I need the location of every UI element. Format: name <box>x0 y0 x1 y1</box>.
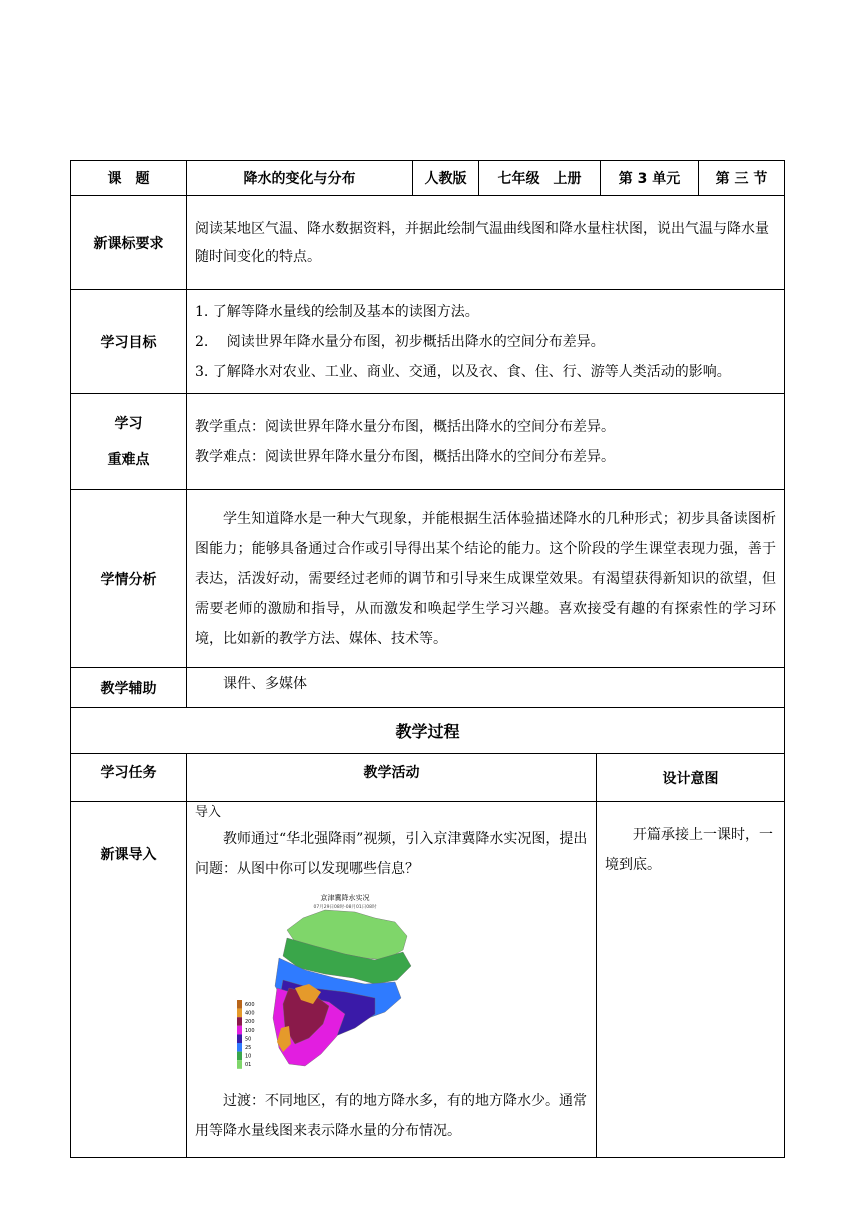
legend-label: 50 <box>245 1036 252 1043</box>
standard-text: 阅读某地区气温、降水数据资料，并据此绘制气温曲线图和降水量柱状图，说出气温与降水量随时间变化的特点。 <box>187 196 785 290</box>
analysis-label: 学情分析 <box>71 490 187 668</box>
intro-activity <box>187 802 597 1158</box>
legend-label: 10 <box>245 1053 252 1060</box>
intro-task: 新课导入 <box>71 802 187 1158</box>
col-activity-header: 教学活动 <box>187 754 597 802</box>
objective-item: 2. 阅读世界年降水量分布图，初步概括出降水的空间分布差异。 <box>195 333 605 350</box>
objective-item: 3. 了解降水对农业、工业、商业、交通，以及衣、食、住、行、游等人类活动的影响。 <box>195 363 731 380</box>
legend-swatch <box>237 1000 242 1009</box>
lesson-plan <box>70 160 784 1158</box>
col-intent-header: 设计意图 <box>597 754 785 802</box>
legend-swatch <box>237 1060 242 1069</box>
intro-intent: 开篇承接上一课时，一境到底。 <box>597 802 785 1158</box>
lesson-title: 降水的变化与分布 <box>187 161 413 196</box>
legend-label: 600 <box>245 1002 255 1008</box>
legend-label: 01 <box>245 1062 252 1069</box>
keypoints-label <box>71 394 187 490</box>
keypoints-label-line2: 重难点 <box>107 451 150 468</box>
keypoints-content <box>187 394 785 490</box>
publisher: 人教版 <box>413 161 479 196</box>
analysis-text: 学生知道降水是一种大气现象，并能根据生活体验描述降水的几种形式；初步具备读图析图能力；能够具备通过合作或引导得出某个结论的能力。这个阶段的学生课堂表现力强，善于表达，活泼好动，需要经过老师的调节和引导来生成课堂效果。有渴望获得新知识的欲望，但需要老师的激励和指导，从而激发和唤起学生学习兴趣。喜欢接受有趣的有探索性的学习环境，比如新的教学方法、媒体、技术等。 <box>187 490 785 668</box>
lesson-plan-table <box>70 160 785 754</box>
key-difficulty: 教学难点：阅读世界年降水量分布图，概括出降水的空间分布差异。 <box>195 448 615 465</box>
section: 第 三 节 <box>699 161 785 196</box>
precipitation-map-image <box>225 888 435 1078</box>
process-table <box>70 753 785 1158</box>
aids-row <box>71 668 785 708</box>
aids-label: 教学辅助 <box>71 668 187 708</box>
objectives-label: 学习目标 <box>71 290 187 394</box>
intro-heading: 导入 <box>195 805 222 820</box>
precipitation-map <box>225 888 435 1078</box>
legend-swatch <box>237 1026 242 1035</box>
unit: 第 3 单元 <box>601 161 699 196</box>
standard-row <box>71 196 785 290</box>
standard-label: 新课标要求 <box>71 196 187 290</box>
process-title: 教学过程 <box>71 708 785 754</box>
legend-swatch <box>237 1043 242 1052</box>
legend-swatch <box>237 1052 242 1061</box>
intro-row <box>71 802 785 1158</box>
course-label: 课 题 <box>71 161 187 196</box>
key-focus: 教学重点：阅读世界年降水量分布图，概括出降水的空间分布差异。 <box>195 418 615 435</box>
col-task-header: 学习任务 <box>71 754 187 802</box>
map-subtitle: 07月29日08时-08月01日08时 <box>313 905 377 910</box>
legend-label: 25 <box>245 1045 252 1051</box>
legend-swatch <box>237 1034 242 1043</box>
objectives-row <box>71 290 785 394</box>
aids-text: 课件、多媒体 <box>187 668 785 708</box>
keypoints-label-line1: 学习 <box>114 415 143 432</box>
process-header-row <box>71 754 785 802</box>
grade: 七年级 上册 <box>479 161 601 196</box>
intro-para1: 教师通过“华北强降雨”视频，引入京津冀降水实况图，提出问题：从图中你可以发现哪些信息？ <box>195 831 588 877</box>
map-title: 京津冀降水实况 <box>320 894 370 902</box>
legend-swatch <box>237 1017 242 1026</box>
intro-para2: 过渡：不同地区，有的地方降水多，有的地方降水少。通常用等降水量线图来表示降水量的分布情况。 <box>195 1093 587 1139</box>
legend-label: 100 <box>245 1027 255 1034</box>
process-title-row <box>71 708 785 754</box>
objective-item: 1. 了解等降水量线的绘制及基本的读图方法。 <box>195 303 479 320</box>
objectives-list <box>187 290 785 394</box>
header-row <box>71 161 785 196</box>
legend-swatch <box>237 1009 242 1018</box>
legend-label: 200 <box>245 1019 255 1026</box>
analysis-row <box>71 490 785 668</box>
legend-label: 400 <box>245 1010 255 1017</box>
keypoints-row <box>71 394 785 490</box>
